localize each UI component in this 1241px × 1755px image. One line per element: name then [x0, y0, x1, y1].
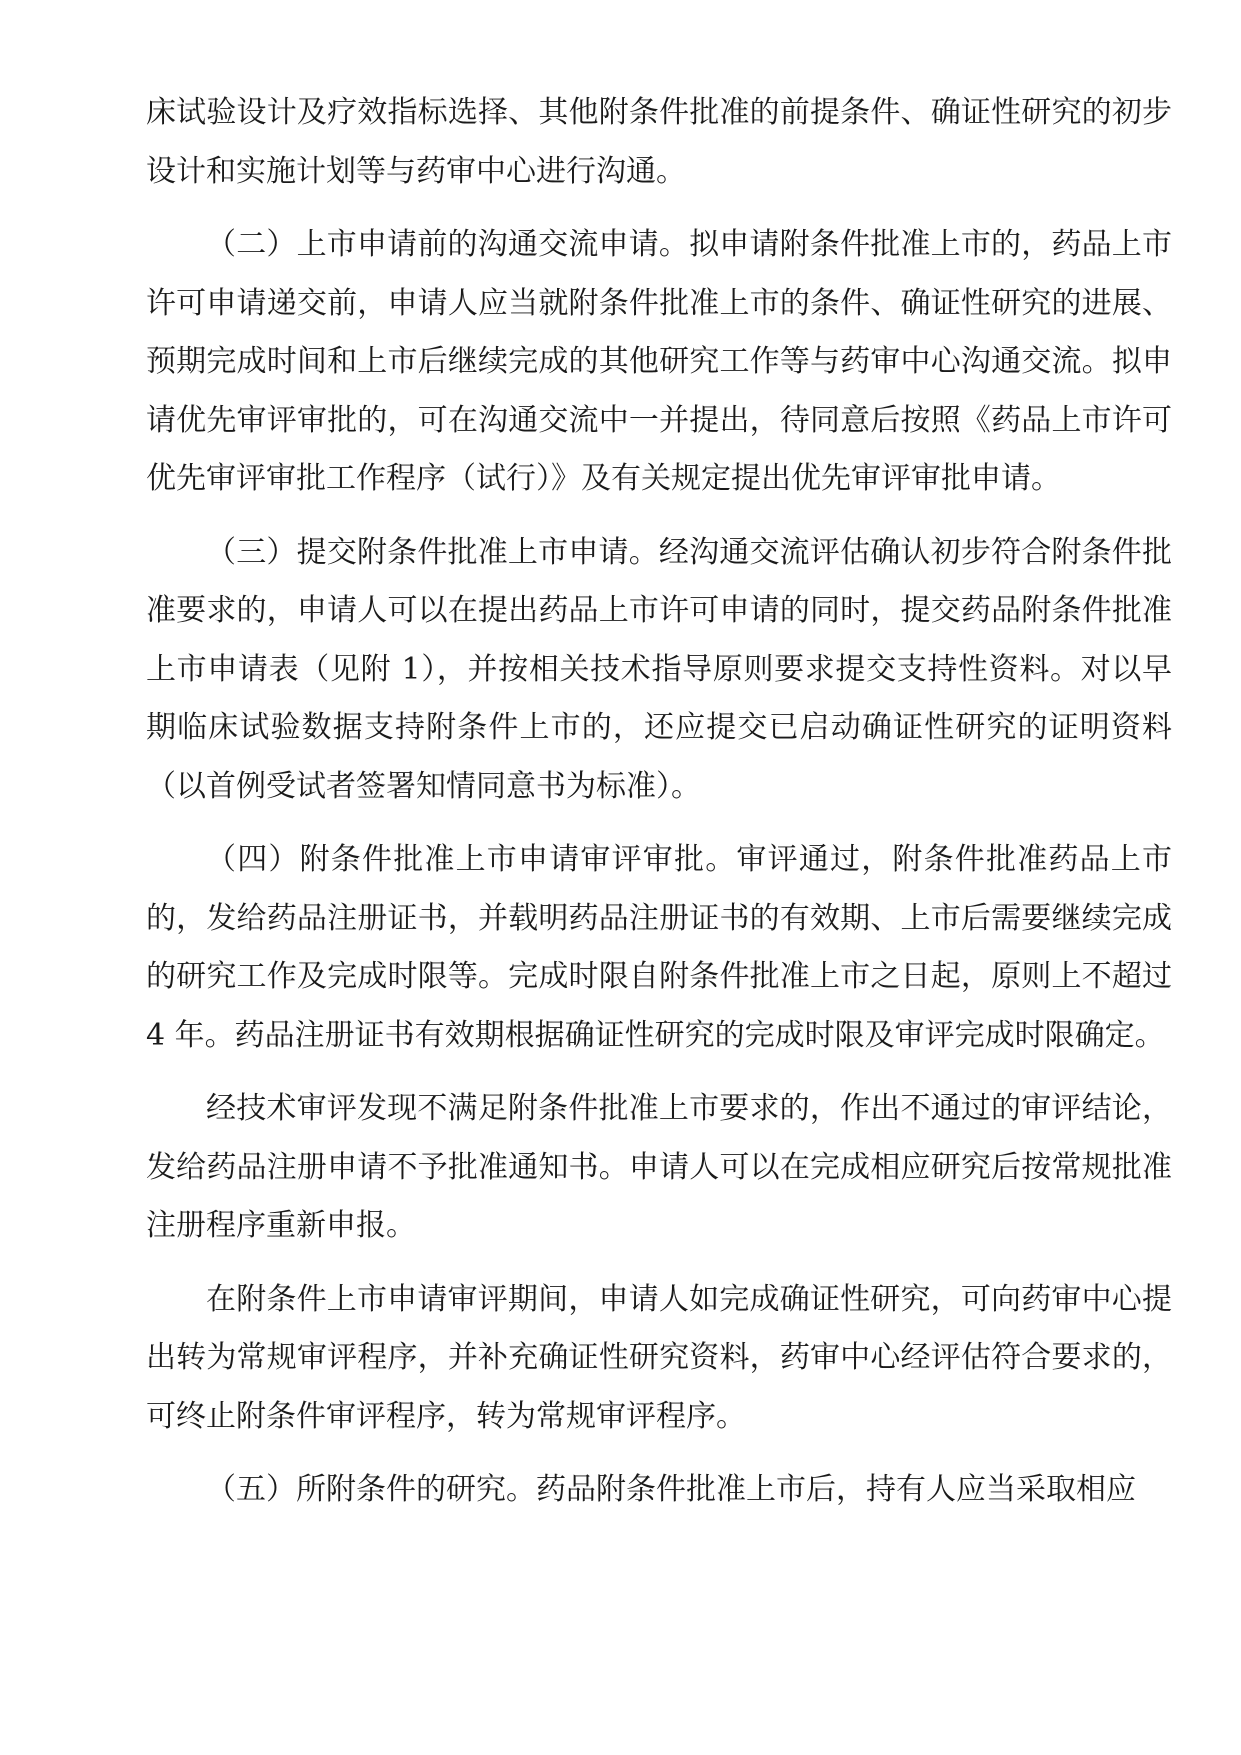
paragraph-review-approval: （四）附条件批准上市申请审评审批。审评通过，附条件批准药品上市的，发给药品注册证书，并载明药品注册证书的有效期、上市后需要继续完成的研究工作及完成时限等。完成时限自附条件批准上市之日起，原则上不超过 4 年。药品注册证书有效期根据确证性研究的完成时限及审评完成时限确定。 — [146, 842, 1172, 1053]
paragraph-switch-to-regular: 在附条件上市申请审评期间，申请人如完成确证性研究，可向药审中心提出转为常规审评程序，并补充确证性研究资料，药审中心经评估符合要求的，可终止附条件审评程序，转为常规审评程序。 — [146, 1281, 1172, 1434]
document-body — [146, 84, 1172, 1535]
paragraph-conditions-research: （五）所附条件的研究。药品附条件批准上市后，持有人应当采取相应 — [206, 1472, 1136, 1507]
paragraph-not-approved: 经技术审评发现不满足附条件批准上市要求的，作出不通过的审评结论，发给药品注册申请不予批准通知书。申请人可以在完成相应研究后按常规批准注册程序重新申报。 — [146, 1091, 1172, 1243]
paragraph-continuation: 床试验设计及疗效指标选择、其他附条件批准的前提条件、确证性研究的初步设计和实施计划等与药审中心进行沟通。 — [146, 95, 1172, 189]
paragraph-submit-application: （三）提交附条件批准上市申请。经沟通交流评估确认初步符合附条件批准要求的，申请人可以在提出药品上市许可申请的同时，提交药品附条件批准上市申请表（见附 1），并按相关技术指导原则要求提交支持性资料。对以早期临床试验数据支持附条件上市的，还应提交已启动确证性研究的证明资料（以首例受试者签署知情同意书为标准）。 — [146, 534, 1172, 804]
paragraph-pre-submission-communication: （二）上市申请前的沟通交流申请。拟申请附条件批准上市的，药品上市许可申请递交前，申请人应当就附条件批准上市的条件、确证性研究的进展、预期完成时间和上市后继续完成的其他研究工作等与药审中心沟通交流。拟申请优先审评审批的，可在沟通交流中一并提出，待同意后按照《药品上市许可优先审评审批工作程序（试行）》及有关规定提出优先审评审批申请。 — [146, 227, 1172, 496]
